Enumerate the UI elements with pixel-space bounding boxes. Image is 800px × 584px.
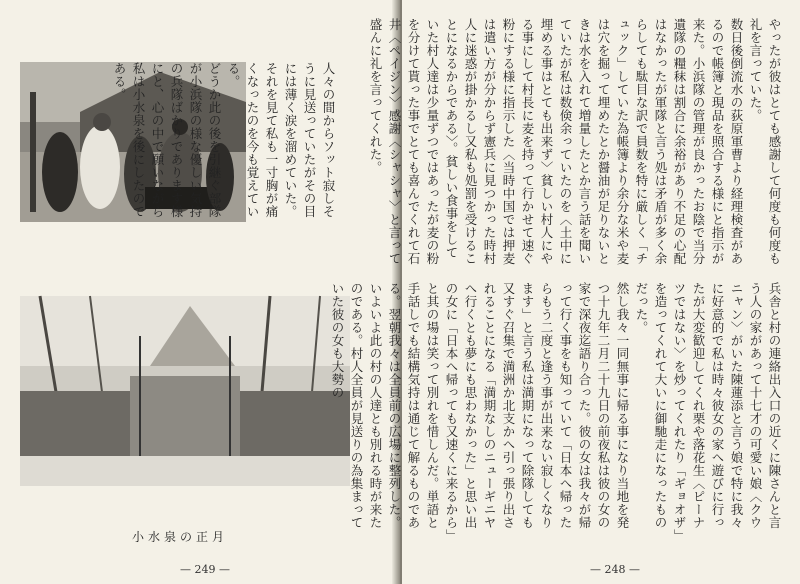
page-number: — 248 — [590,563,640,576]
left-page-text [112,62,338,222]
paragraph: 人々の間からソット寂しそうに見送っていたがその目には薄く涙を溜めていた。それを見て私も一寸胸が痛くなったのを今も覚えている。 [226,62,336,218]
paragraph: 然し我々一同無事に帰る事になり当地を発つ十九年二月二十九日の前夜私は彼の女の家で深夜迄語り合った。彼の女は我々が帰って行く事をも知っていて「日本へ帰ったらもう二度と逢う事が出来ない寂しくなります」と言う私は満期になって除隊しても又すぐ召集で満洲か北支かへ引っ張り出されることになる「満期なしのニューギニヤへ行くとも夢にも思わなかった」と思い出の女に「日本へ帰っても又速くに来るから」と其の場は笑って別れを惜しんだ。単語と手話しでも結構気持は通じて解るものである。翌朝我々は全員前の広場に整列した。いよいよ此の村の人達とも別れる時が来たのである。村人全員が見送りの為集まっていた彼の女も大勢の [330,282,630,536]
page-number: — 249 — [180,563,230,576]
right-page [330,0,800,584]
new-year-procession-photo [20,296,350,486]
right-page-text-upper [368,18,784,268]
paragraph: どうか此の後を引継ぐ部隊が小浜隊の様な優しい気持の兵隊ばかりであります様にと、心の中で願いながら私は小水泉を後にしたのである。 [112,62,222,218]
paragraph: やったが彼はとても感謝して何度も何度も礼を言っていた。 [748,18,782,265]
right-page-text-lower [330,282,784,540]
paragraph: 兵舎と村の連絡出入口の近くに陳さんと言う人の家があって十七才の可愛い娘〈クウニャン〉がいた陳蓮添と言う娘で特に我々に好意的で私は時々彼女の家へ遊びに行ったが大変歓迎してくれ栗や落花生〈ピーナツではない〉を炒ってくれたり「ギョオザ」を造ってくれて大いに御馳走になったものだった。 [634,282,782,536]
paragraph: 数日後倒流水の荻原軍曹より経理検査があるので帳簿と現品を照合する様にと指示が来た。小浜隊の管理が良かったお陰で当分遺隊の糧秣は割合に余裕があり不足の心配はなかったが軍隊と言う処は矛盾が多く余らしても駄目な訳で員数を特に厳しく「チュック」していた為帳簿より余分な米や麦は穴を掘って埋めたとか醤油が足りないときは水を入れて増量したとか言う話を聞いていたが私は数倹余っていたのを〈土中に埋める事はとても出来ず〉貧しい村人にやる事にして村長に麦を持って行かせて速ぐ粉にする様に指示した〈当時中国では押麦は遣い方が分からず憲兵に見つかった時村人に迷惑が掛かるし又私も処罰を受けることになるからである〉。貧しい食事をしていた村人達は少量ずつではあったが麦の粉を分けて貰った事でとても喜んでくれて石井〈ペイジン〉感謝〈シャシャ〉と言って盛んに礼を言ってくれた。 [368,18,744,265]
bottom-photo [20,296,350,486]
photo-caption: 小水泉の正月 [132,530,229,544]
